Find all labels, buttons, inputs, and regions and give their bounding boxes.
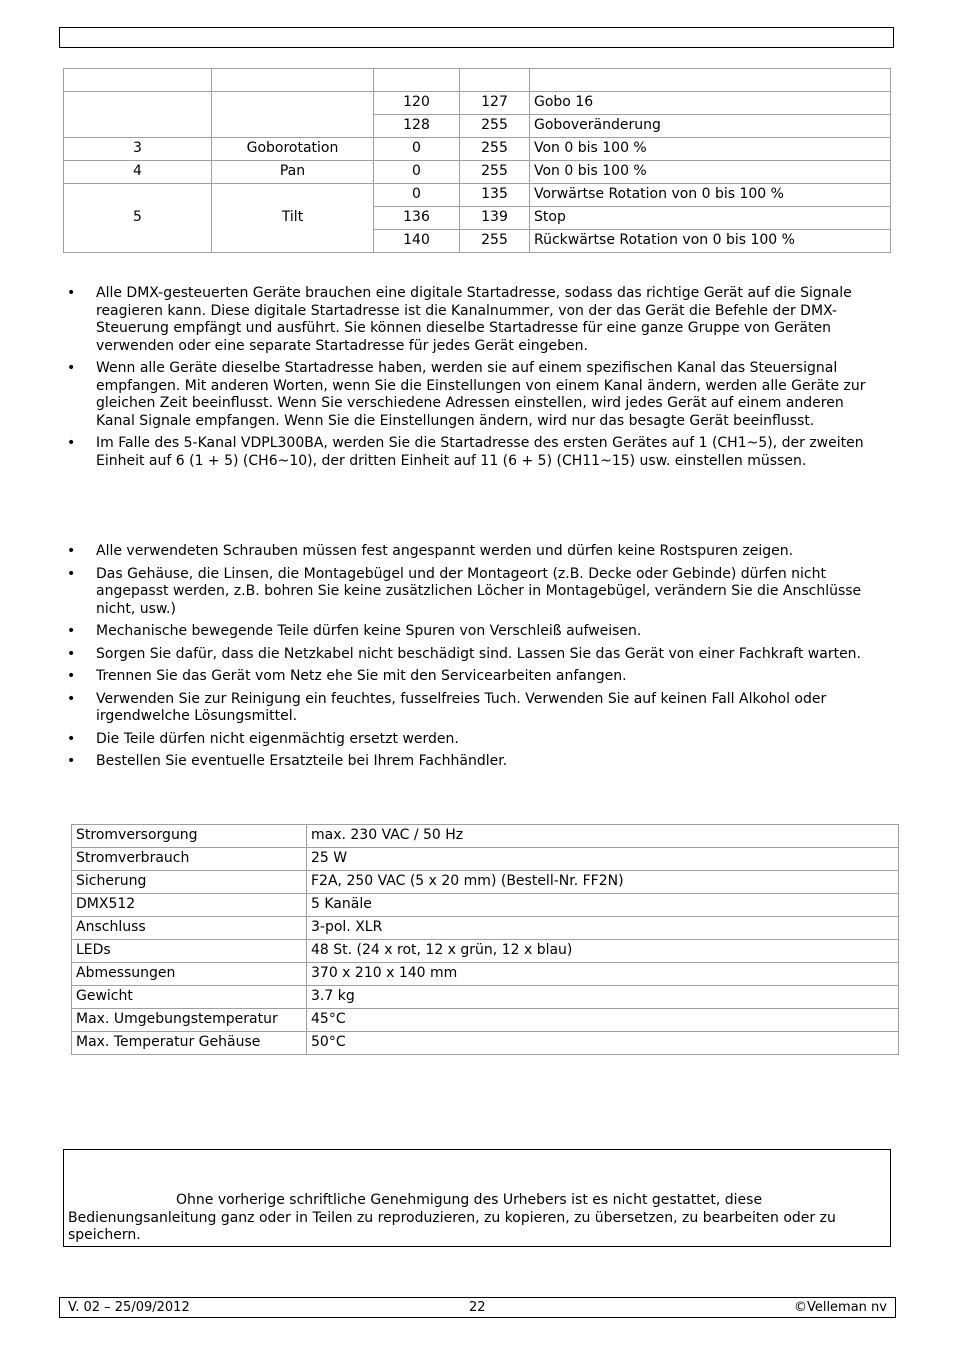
cell-description: Rückwärtse Rotation von 0 bis 100 %: [530, 230, 891, 253]
table-row: [72, 986, 899, 1009]
list-item: • Wenn alle Geräte dieselbe Startadresse haben, werden sie auf einem spezifischen Kanal das Steuersignal empfangen. Mit anderen Worten, wenn Sie die Einstellungen von einem Kanal ändern, werden alle Geräte zur gleichen Zeit beeinflusst. Wenn Sie verschiedene Adressen einstellen, wird jedes Gerät auf einem anderen Kanal Signale empfangen. Wenn Sie die Einstellungen ändern, wird nur das besagte Gerät beeinflusst.: [64, 360, 884, 430]
header-box: [59, 27, 894, 48]
channel-table: [63, 68, 891, 253]
spec-label: DMX512: [72, 894, 307, 917]
cell-description: Stop: [530, 207, 891, 230]
table-row: [72, 871, 899, 894]
list-item: • Bestellen Sie eventuelle Ersatzteile bei Ihrem Fachhändler.: [64, 753, 884, 771]
table-row: [72, 917, 899, 940]
cell-to: 255: [460, 138, 530, 161]
table-row: [72, 940, 899, 963]
cell-from: [374, 69, 460, 92]
copyright-line: Ohne vorherige schriftliche Genehmigung des Urhebers ist es nicht gestattet, diese: [176, 1192, 763, 1208]
list-item: • Alle verwendeten Schrauben müssen fest angespannt werden und dürfen keine Rostspuren zeigen.: [64, 543, 884, 561]
table-row: [72, 963, 899, 986]
table-row: [64, 161, 891, 184]
cell-from: 0: [374, 161, 460, 184]
list-item: • Sorgen Sie dafür, dass die Netzkabel nicht beschädigt sind. Lassen Sie das Gerät von einer Fachkraft warten.: [64, 646, 884, 664]
list-item: • Mechanische bewegende Teile dürfen keine Spuren von Verschleiß aufweisen.: [64, 623, 884, 641]
spec-label: Anschluss: [72, 917, 307, 940]
page-footer: [59, 1297, 896, 1318]
cell-from: 136: [374, 207, 460, 230]
spec-label: LEDs: [72, 940, 307, 963]
cell-to: 255: [460, 230, 530, 253]
spec-label: Gewicht: [72, 986, 307, 1009]
spec-label: Max. Temperatur Gehäuse: [72, 1032, 307, 1055]
list-item: • Trennen Sie das Gerät vom Netz ehe Sie mit den Servicearbeiten anfangen.: [64, 668, 884, 686]
cell-description: [530, 69, 891, 92]
cell-function: [212, 92, 374, 138]
list-item: • Verwenden Sie zur Reinigung ein feuchtes, fusselfreies Tuch. Verwenden Sie auf keinen Fall Alkohol oder irgendwelche Lösungsmittel.: [64, 691, 884, 726]
dmx-address-list: [64, 285, 884, 475]
cell-channel: 5: [64, 184, 212, 253]
cell-to: 135: [460, 184, 530, 207]
cell-function: [212, 69, 374, 92]
cell-channel: 4: [64, 161, 212, 184]
copyright-line: Bedienungsanleitung ganz oder in Teilen zu reproduzieren, zu kopieren, zu übersetzen, zu bearbeiten oder zu: [68, 1209, 836, 1226]
spec-label: Abmessungen: [72, 963, 307, 986]
cell-from: 0: [374, 184, 460, 207]
table-row: [72, 848, 899, 871]
cell-to: [460, 69, 530, 92]
spec-label: Stromverbrauch: [72, 848, 307, 871]
list-item: • Die Teile dürfen nicht eigenmächtig ersetzt werden.: [64, 731, 884, 749]
table-row: [64, 184, 891, 207]
cell-from: 120: [374, 92, 460, 115]
cell-to: 127: [460, 92, 530, 115]
copyright-box: [63, 1149, 891, 1247]
spec-label: Stromversorgung: [72, 825, 307, 848]
spec-value: F2A, 250 VAC (5 x 20 mm) (Bestell-Nr. FF2N): [307, 871, 899, 894]
spec-value: 48 St. (24 x rot, 12 x grün, 12 x blau): [307, 940, 899, 963]
list-item: • Im Falle des 5-Kanal VDPL300BA, werden Sie die Startadresse des ersten Gerätes auf 1 (CH1~5), der zweiten Einheit auf 6 (1 + 5) (CH6~10), der dritten Einheit auf 11 (6 + 5) (CH11~15) usw. einstellen müssen.: [64, 435, 884, 470]
list-item: • Das Gehäuse, die Linsen, die Montagebügel und der Montageort (z.B. Decke oder Gebinde) dürfen nicht angepasst werden, z.B. bohren Sie keine zusätzlichen Löcher in Montagebügel, verändern Sie die Anschlüsse nicht, usw.): [64, 566, 884, 619]
cell-channel: [64, 92, 212, 138]
spec-table: [71, 824, 899, 1055]
cell-channel: [64, 69, 212, 92]
spec-value: 45°C: [307, 1009, 899, 1032]
spec-value: 3-pol. XLR: [307, 917, 899, 940]
spec-value: 50°C: [307, 1032, 899, 1055]
copyright-line: speichern.: [68, 1227, 141, 1243]
spec-value: max. 230 VAC / 50 Hz: [307, 825, 899, 848]
cell-channel: 3: [64, 138, 212, 161]
spec-label: Sicherung: [72, 871, 307, 894]
cell-description: Von 0 bis 100 %: [530, 138, 891, 161]
cell-to: 255: [460, 161, 530, 184]
cell-description: Vorwärtse Rotation von 0 bis 100 %: [530, 184, 891, 207]
cell-description: Von 0 bis 100 %: [530, 161, 891, 184]
cell-from: 140: [374, 230, 460, 253]
spec-value: 25 W: [307, 848, 899, 871]
table-row: [72, 1032, 899, 1055]
cell-description: Goboveränderung: [530, 115, 891, 138]
cell-function: Tilt: [212, 184, 374, 253]
spec-value: 3.7 kg: [307, 986, 899, 1009]
cell-from: 0: [374, 138, 460, 161]
cell-description: Gobo 16: [530, 92, 891, 115]
table-row: [64, 138, 891, 161]
list-item: • Alle DMX-gesteuerten Geräte brauchen eine digitale Startadresse, sodass das richtige Gerät auf die Signale reagieren kann. Diese digitale Startadresse ist die Kanalnummer, von der das Gerät die Befehle der DMX-Steuerung empfängt und ausführt. Sie können dieselbe Startadresse für eine ganze Gruppe von Geräten verwenden oder eine separate Startadresse für jedes Gerät eingeben.: [64, 285, 884, 355]
cell-from: 128: [374, 115, 460, 138]
footer-version: V. 02 – 25/09/2012: [68, 1300, 190, 1315]
cell-function: Pan: [212, 161, 374, 184]
table-row: [72, 825, 899, 848]
table-row: [64, 92, 891, 115]
maintenance-list: [64, 543, 884, 776]
footer-page-number: 22: [469, 1300, 486, 1315]
cell-function: Goborotation: [212, 138, 374, 161]
table-row: [64, 69, 891, 92]
table-row: [72, 894, 899, 917]
spec-value: 370 x 210 x 140 mm: [307, 963, 899, 986]
footer-company: ©Velleman nv: [793, 1300, 887, 1315]
table-row: [72, 1009, 899, 1032]
spec-value: 5 Kanäle: [307, 894, 899, 917]
cell-to: 255: [460, 115, 530, 138]
spec-label: Max. Umgebungstemperatur: [72, 1009, 307, 1032]
cell-to: 139: [460, 207, 530, 230]
